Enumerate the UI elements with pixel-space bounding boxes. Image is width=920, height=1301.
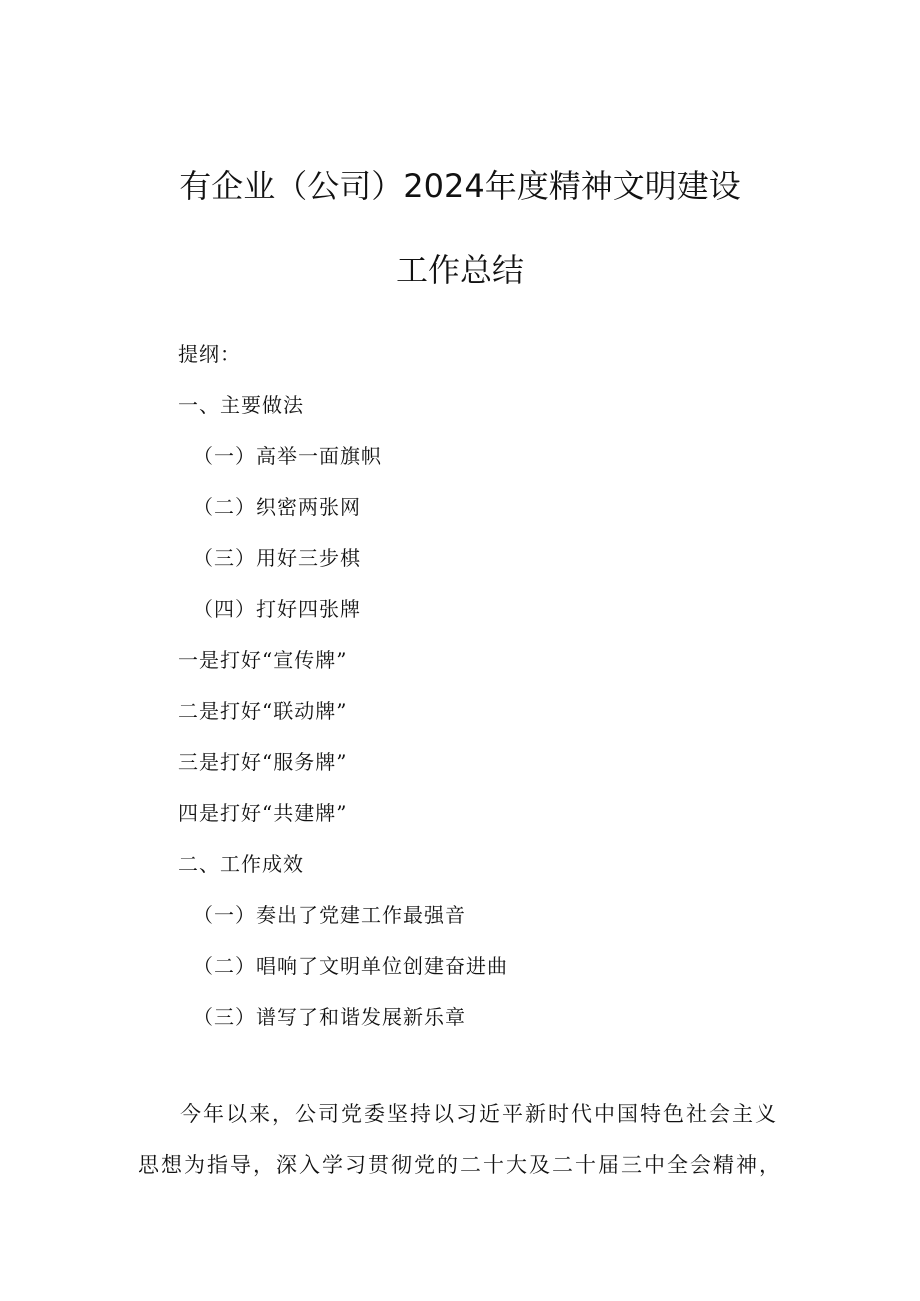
- outline-item: 一是打好“宣传牌”: [178, 648, 348, 672]
- outline-item: 二、工作成效: [178, 852, 304, 876]
- outline-item: 三是打好“服务牌”: [178, 750, 348, 774]
- outline-item: 一、主要做法: [178, 393, 304, 417]
- outline-heading: 提纲：: [178, 342, 241, 366]
- outline-item: 二是打好“联动牌”: [178, 699, 348, 723]
- outline-item: 四是打好“共建牌”: [178, 801, 348, 825]
- outline-item: （三）谱写了和谐发展新乐章: [193, 1005, 466, 1029]
- document-title-line2: 工作总结: [395, 251, 524, 289]
- outline-item: （一）奏出了党建工作最强音: [193, 903, 466, 927]
- outline-item: （一）高举一面旗帜: [193, 444, 382, 468]
- outline-item: （三）用好三步棋: [193, 546, 361, 570]
- document-title-line1: 有企业（公司）2024年度精神文明建设: [179, 167, 741, 205]
- body-paragraph-line1: 今年以来，公司党委坚持以习近平新时代中国特色社会主义: [180, 1102, 778, 1126]
- outline-item: （二）织密两张网: [193, 495, 361, 519]
- outline-item: （四）打好四张牌: [193, 597, 361, 621]
- outline-item: （二）唱响了文明单位创建奋进曲: [193, 954, 508, 978]
- body-paragraph-line2: 思想为指导，深入学习贯彻党的二十大及二十届三中全会精神，: [138, 1153, 782, 1177]
